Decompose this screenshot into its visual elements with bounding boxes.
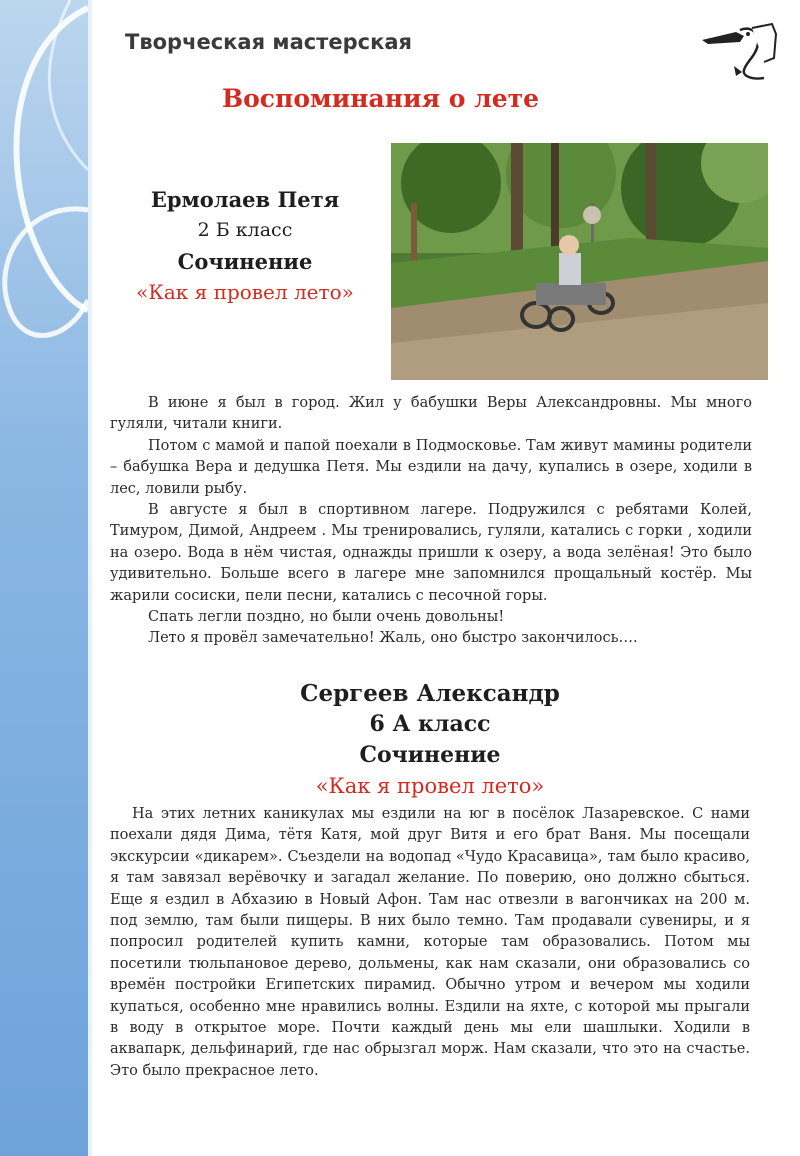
child-on-pedal-car-photo [391,143,768,380]
essay1-author: Ермолаев Петя [150,187,340,212]
essay1-heading [110,184,380,308]
sidebar-edge [88,0,92,1156]
essay2-genre: Сочинение [359,742,501,768]
swirl-decoration-icon [0,0,88,1156]
essay2-title: «Как я провел лето» [315,774,545,798]
essay1-title: «Как я провел лето» [136,280,354,304]
decorative-sidebar [0,0,88,1156]
essay1-paragraph: Лето я провёл замечательно! Жаль, оно быстро закончилось…. [148,630,638,647]
essay2-text: На этих летних каникулах мы ездили на юг в посёлок Лазаревское. С нами поехали дядя Дима, тётя Катя, мой друг Витя и его брат Ваня. Мы посещали экскурсии «дикарем». Съездели на водопад «Чудо Красавица», там было красиво, я там завязал верёвочку и загадал желание. По поверию, оно должно сбыться. Еще я ездил в Абхазию в Новый Афон. Там нас отвезли в вагончиках на 200 м. под землю, там были пищеры. В них было темно. Там продавали сувениры, и я попросил родителей купить камни, которые там образовались. Потом мы посетили тюльпановое дерево, дольмены, как нам сказали, они образовались со времён постройки Египетских пирамид. Обычно утром и вечером мы ходили купаться, особенно мне нравились волны. Ездили на яхте, с которой мы прыгали в воду в открытое море. Почти каждый день мы ели шашлыки. Ходили в аквапарк, дельфинарий, где нас обрызгал морж. Нам сказали, что это на счастье. Это было прекрасное лето. [110,806,750,1079]
stork-logo-icon [700,22,780,82]
page-title: Воспоминания о лете [222,84,540,113]
essay1-paragraph: В июне я был в город. Жил у бабушки Веры Александровны. Мы много гуляли, читали книги. [110,395,752,433]
essay1-class: 2 Б класс [197,219,293,241]
essay1-genre: Сочинение [177,249,313,274]
essay1-paragraph: В августе я был в спортивном лагере. Подружился с ребятами Колей, Тимуром, Димой, Андреем . Мы тренировались, гуляли, катались с горки , ходили на озеро. Вода в нём чистая, однажды пришли к озеру, а вода зелёная! Это было удивительно. Больше всего в лагере мне запомнился прощальный костёр. Мы жарили сосиски, пели песни, катались с песочной горы. [110,502,752,604]
essay2-heading [180,678,680,802]
essay1-paragraph: Потом с мамой и папой поехали в Подмосковье. Там живут мамины родители – бабушка Вера и дедушка Петя. Мы ездили на дачу, купались в озере, ходили в лес, ловили рыбу. [110,437,752,497]
essay1-paragraph: Спать легли поздно, но были очень довольны! [148,609,505,626]
header-title: Творческая мастерская [125,30,412,54]
essay1-text [110,393,752,650]
essay2-class: 6 А класс [369,711,491,737]
essay2-author: Сергеев Александр [300,680,560,707]
